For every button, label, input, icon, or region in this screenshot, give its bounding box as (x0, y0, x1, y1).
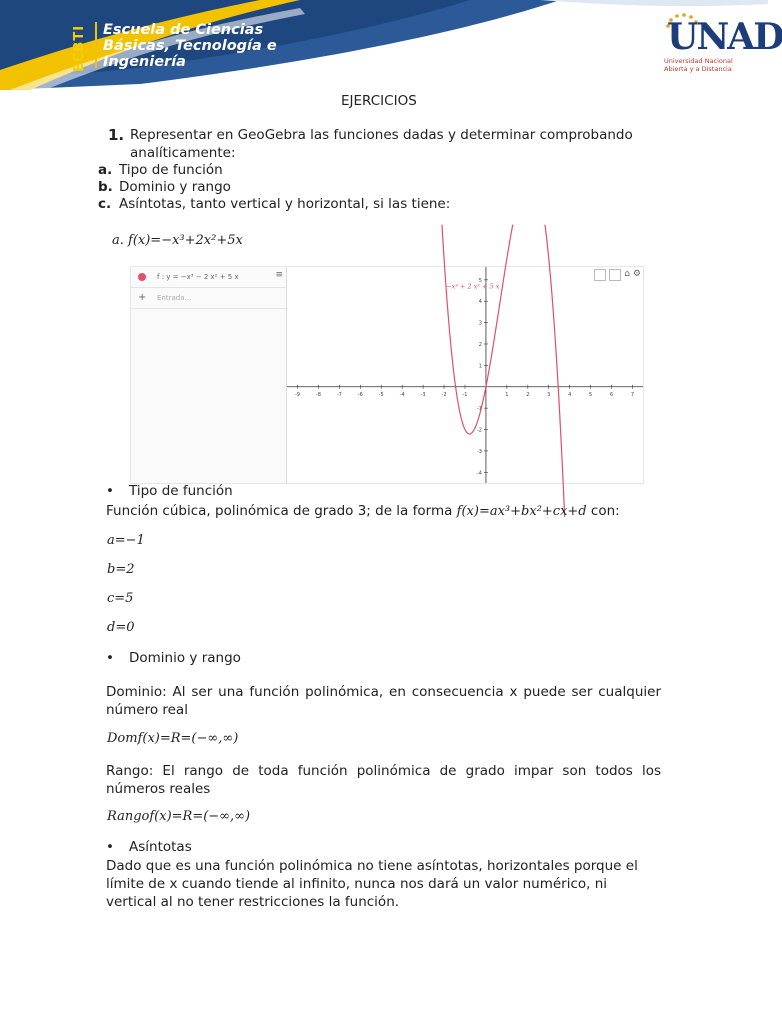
logo-line-1: Universidad Nacional (664, 57, 733, 65)
coef-c: c=5 (107, 591, 134, 606)
y-tick-label: 5 (478, 277, 482, 284)
add-icon[interactable]: + (138, 292, 147, 303)
item-c: c. Asíntotas, tanto vertical y horizontal, si las tiene: (98, 196, 451, 212)
logo-line-2: Abierta y a Distancia (664, 65, 732, 73)
exercise-statement-1: Representar en GeoGebra las funciones dadas y determinar comprobando (130, 127, 633, 143)
x-tick-label: 7 (630, 391, 635, 398)
graph-label: −x³ + 2 x² + 5 x (446, 282, 500, 291)
y-tick-label: 3 (478, 320, 482, 327)
exercise-statement-2: analíticamente: (130, 145, 236, 161)
school-line-3: Ingeniería (103, 54, 186, 70)
x-tick-label: 1 (505, 391, 509, 398)
page-title: EJERCICIOS (341, 93, 417, 109)
x-tick-label: -6 (357, 391, 363, 398)
x-tick-label: -1 (462, 391, 468, 398)
geogebra-window (130, 266, 644, 484)
tipo-heading: • Tipo de función (108, 483, 233, 499)
x-tick-label: 3 (547, 391, 551, 398)
exercise-number: 1. (108, 126, 125, 144)
algebra-expression: f : y = −x³ − 2 x² + 5 x (157, 273, 239, 281)
x-tick-label: 4 (568, 391, 572, 398)
y-tick-label: -3 (476, 448, 482, 455)
x-tick-label: 2 (526, 391, 530, 398)
algebra-input[interactable]: Entrada... (157, 294, 192, 302)
x-tick-label: -4 (399, 391, 405, 398)
item-b: b. Dominio y rango (98, 179, 231, 195)
coef-a: a=−1 (107, 533, 145, 548)
x-tick-label: -7 (336, 391, 342, 398)
coef-b: b=2 (107, 562, 135, 577)
form-formula: f(x)=ax³+bx²+cx+d (456, 504, 587, 519)
settings-icon[interactable]: ⚙ (632, 269, 641, 279)
domain-formula: Domf(x)=R=(−∞,∞) (107, 731, 239, 746)
algebra-menu-icon[interactable]: ≡ (275, 270, 283, 280)
dominio-heading: • Dominio y rango (108, 650, 241, 666)
y-tick-label: -2 (476, 427, 482, 434)
algebra-row-function[interactable] (131, 267, 286, 288)
domain-text: Dominio: Al ser una función polinómica, en consecuencia x puede ser cualquier número real (106, 684, 661, 718)
x-tick-label: -5 (378, 391, 384, 398)
y-tick-label: 1 (478, 363, 482, 370)
function-label: a. f(x)=−x³+2x²+5x (112, 233, 243, 248)
asintotas-heading: • Asíntotas (108, 839, 192, 855)
y-tick-label: -4 (476, 470, 482, 477)
asintotas-text: Dado que es una función polinómica no tiene asíntotas, horizontales porque el límite de x cuando tiende al infinito, nunca nos dará un valor numérico, ni vertical al no tener restricciones la función. (106, 858, 638, 910)
coef-d: d=0 (107, 620, 135, 635)
algebra-input-row[interactable] (131, 288, 286, 309)
school-line-2: Básicas, Tecnología e (103, 38, 277, 54)
logo-name: UNAD (667, 16, 782, 58)
x-tick-label: 6 (609, 391, 614, 398)
school-line-1: Escuela de Ciencias (103, 22, 264, 38)
item-a: a. Tipo de función (98, 162, 223, 178)
function-curve (442, 225, 565, 517)
range-text: Rango: El rango de toda función polinómica de grado impar son todos los números reales (106, 763, 661, 797)
range-formula: Rangof(x)=R=(−∞,∞) (107, 809, 251, 824)
tipo-text: Función cúbica, polinómica de grado 3; de la forma f(x)=ax³+bx²+cx+d con: (106, 503, 620, 519)
x-tick-label: 5 (589, 391, 593, 398)
ecbti-acronym: ECBTI (72, 24, 87, 72)
home-icon[interactable]: ⌂ (624, 269, 630, 279)
header-divider (95, 22, 97, 68)
visibility-dot-icon[interactable] (138, 273, 146, 281)
graphics-view[interactable] (287, 267, 643, 483)
y-tick-label: 4 (478, 299, 482, 306)
y-tick-label: 2 (478, 341, 482, 348)
y-tick-label: -1 (476, 406, 482, 413)
algebra-panel (131, 267, 287, 483)
x-tick-label: -3 (420, 391, 426, 398)
x-tick-label: -9 (294, 391, 300, 398)
x-tick-label: -2 (441, 391, 447, 398)
x-tick-label: -8 (315, 391, 321, 398)
